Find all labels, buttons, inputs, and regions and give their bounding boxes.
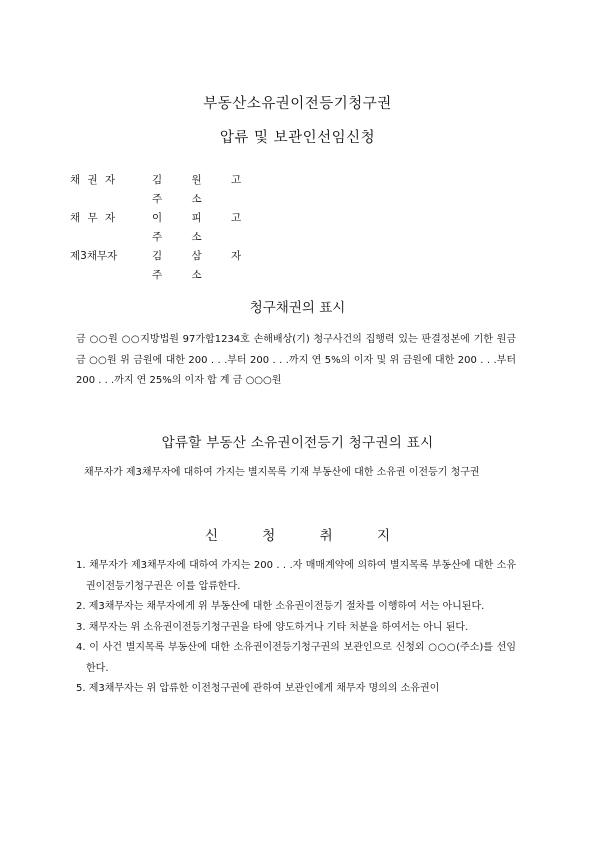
claim-text: 금 ○○원 ○○지방법원 97가합1234호 손해배상(기) 청구사건의 집행력 있는 판결정본에 기한 원금 금 ○○원 위 금원에 대한 200 . . .부터 200 . . .까지 연 5%의 이자 및 위 금원에 대한 200 . . .부터 200 . . .까지 연 25%의 이자 합 계 금 ○○○원 [76,334,516,386]
party-address-label: 주 소 [152,193,215,205]
party-address-label: 주 소 [152,231,215,243]
target-text: 채무자가 제3채무자에 대하여 가지는 별지목록 기재 부동산에 대한 소유권 이전등기 청구권 [84,467,480,478]
party-name: 김 삼 자 [152,250,255,262]
purpose-item: 1. 채무자가 제3채무자에 대하여 가지는 200 . . .자 매매계약에 의하여 별지목록 부동산에 대한 소유권이전등기청구권은 이를 압류한다. [76,560,516,592]
party-role: 채 권 자 [70,174,118,186]
claim-heading: 청구채권의 표시 [249,300,346,316]
party-address-label: 주 소 [152,269,215,281]
purpose-item: 4. 이 사건 별지목록 부동산에 대한 소유권이전등기청구권의 보관인으로 신청외 ○○○(주소)를 선임한다. [76,642,516,674]
party-role: 제3채무자 [70,250,118,262]
party-role: 채 무 자 [70,212,118,224]
party-name: 김 원 고 [152,174,255,186]
purpose-item: 3. 채무자는 위 소유권이전등기청구권을 타에 양도하거나 기타 처분을 하여서는 아니 된다. [76,621,469,633]
document-title-line2: 압류 및 보관인선임신청 [219,130,376,146]
purpose-item: 5. 제3채무자는 위 압류한 이전청구권에 관하여 보관인에게 채무자 명의의 소유권이 [76,683,440,694]
document-title-line1: 부동산소유권이전등기청구권 [203,96,392,112]
party-name: 이 피 고 [152,212,255,224]
target-heading: 압류할 부동산 소유권이전등기 청구권의 표시 [161,435,434,451]
purpose-item: 2. 제3채무자는 채무자에게 위 부동산에 대한 소유권이전등기 절차를 이행하여 서는 아니된다. [76,601,485,612]
purpose-heading: 신 청 취 지 [204,528,411,544]
purpose-list [76,556,516,700]
